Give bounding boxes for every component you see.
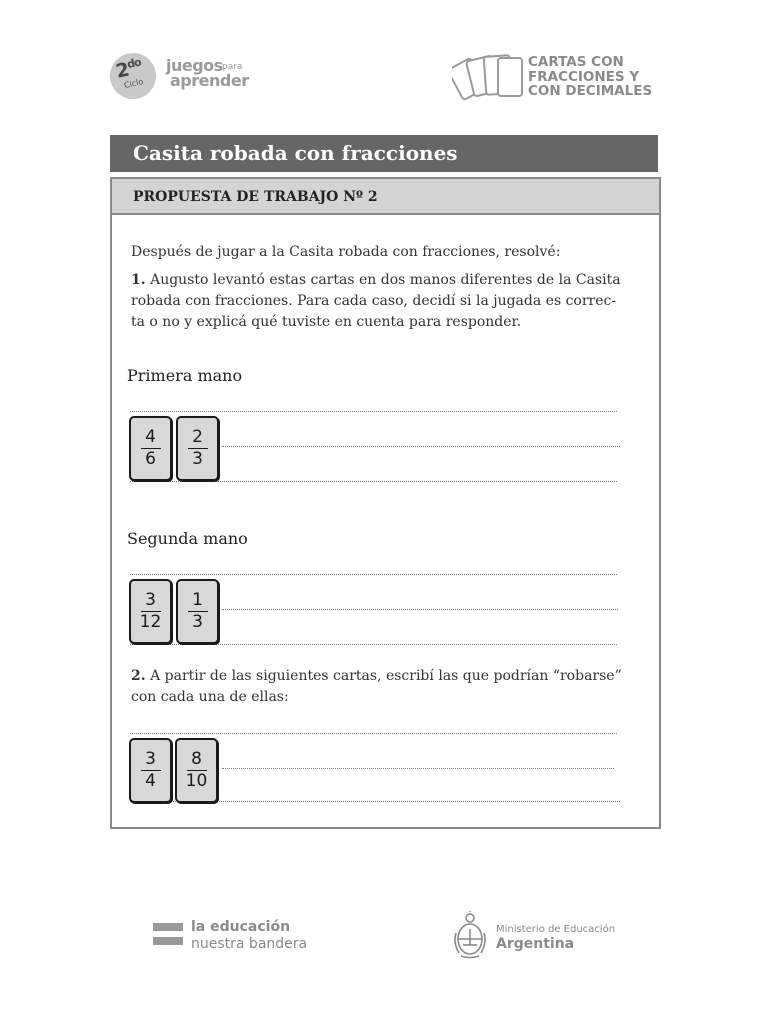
card-denominator: 6 <box>145 449 156 470</box>
card-numerator: 2 <box>192 426 203 447</box>
footer-edu-line1: la educación <box>191 919 291 935</box>
card-denominator: 10 <box>185 771 208 792</box>
card-numerator: 1 <box>192 589 203 610</box>
brand-aprender: aprender <box>170 71 249 90</box>
brand-para: para <box>222 62 243 72</box>
fraction-card <box>129 579 172 644</box>
answer-line[interactable] <box>222 609 618 610</box>
card-denominator: 3 <box>192 449 203 470</box>
exercise-1-line: Augusto levantó estas cartas en dos manos diferentes de la Casita <box>150 272 621 288</box>
intro-text: Después de jugar a la Casita robada con fracciones, resolvé: <box>131 244 561 260</box>
exercise-1-line: ta o no y explicá qué tuviste en cuenta para responder. <box>131 314 522 330</box>
answer-line[interactable] <box>130 411 617 412</box>
exercise-2-line: A partir de las siguientes cartas, escribí las que podrían “robarse” <box>150 668 622 684</box>
fraction-card <box>176 416 219 481</box>
footer-edu-line2: nuestra bandera <box>191 936 308 952</box>
national-shield-icon <box>453 911 487 959</box>
cycle-badge-label: Ciclo <box>123 77 145 90</box>
series-title: CARTAS CON FRACCIONES Y CON DECIMALES <box>528 54 653 99</box>
brand-juegos: juegos <box>166 56 223 75</box>
subheader-bar <box>112 179 659 215</box>
footer-ministry-line1: Ministerio de Educación <box>496 924 616 935</box>
fraction-card <box>175 738 218 803</box>
cards-stack-icon <box>452 52 526 100</box>
card-denominator: 4 <box>145 771 156 792</box>
page-title: Casita robada con fracciones <box>133 141 458 165</box>
answer-line[interactable] <box>130 481 617 482</box>
card-denominator: 12 <box>139 612 162 633</box>
answer-line[interactable] <box>222 768 614 769</box>
second-hand-label: Segunda mano <box>127 529 248 548</box>
subheader-title: PROPUESTA DE TRABAJO Nº 2 <box>133 189 378 205</box>
footer-ministry-line2: Argentina <box>496 936 575 952</box>
exercise-2-number: 2. <box>131 668 146 684</box>
cycle-badge-number: $2^{do}$ <box>114 55 142 83</box>
answer-line[interactable] <box>130 644 617 645</box>
exercise-2-text <box>131 666 621 708</box>
exercise-1-number: 1. <box>131 272 146 288</box>
exercise-1-text <box>131 270 621 333</box>
fraction-card <box>129 738 172 803</box>
flag-bars-icon <box>153 923 183 951</box>
card-numerator: 4 <box>145 426 156 447</box>
card-numerator: 3 <box>145 748 156 769</box>
answer-line[interactable] <box>222 446 620 447</box>
fraction-card <box>176 579 219 644</box>
exercise-2-line: con cada una de ellas: <box>131 689 289 705</box>
card-numerator: 3 <box>145 589 156 610</box>
exercise-1-line: robada con fracciones. Para cada caso, decidí si la jugada es correc- <box>131 293 617 309</box>
card-denominator: 3 <box>192 612 203 633</box>
answer-line[interactable] <box>130 733 617 734</box>
title-bar <box>110 135 658 172</box>
card-numerator: 8 <box>191 748 202 769</box>
answer-line[interactable] <box>130 574 617 575</box>
first-hand-label: Primera mano <box>127 366 243 385</box>
fraction-card <box>129 416 172 481</box>
